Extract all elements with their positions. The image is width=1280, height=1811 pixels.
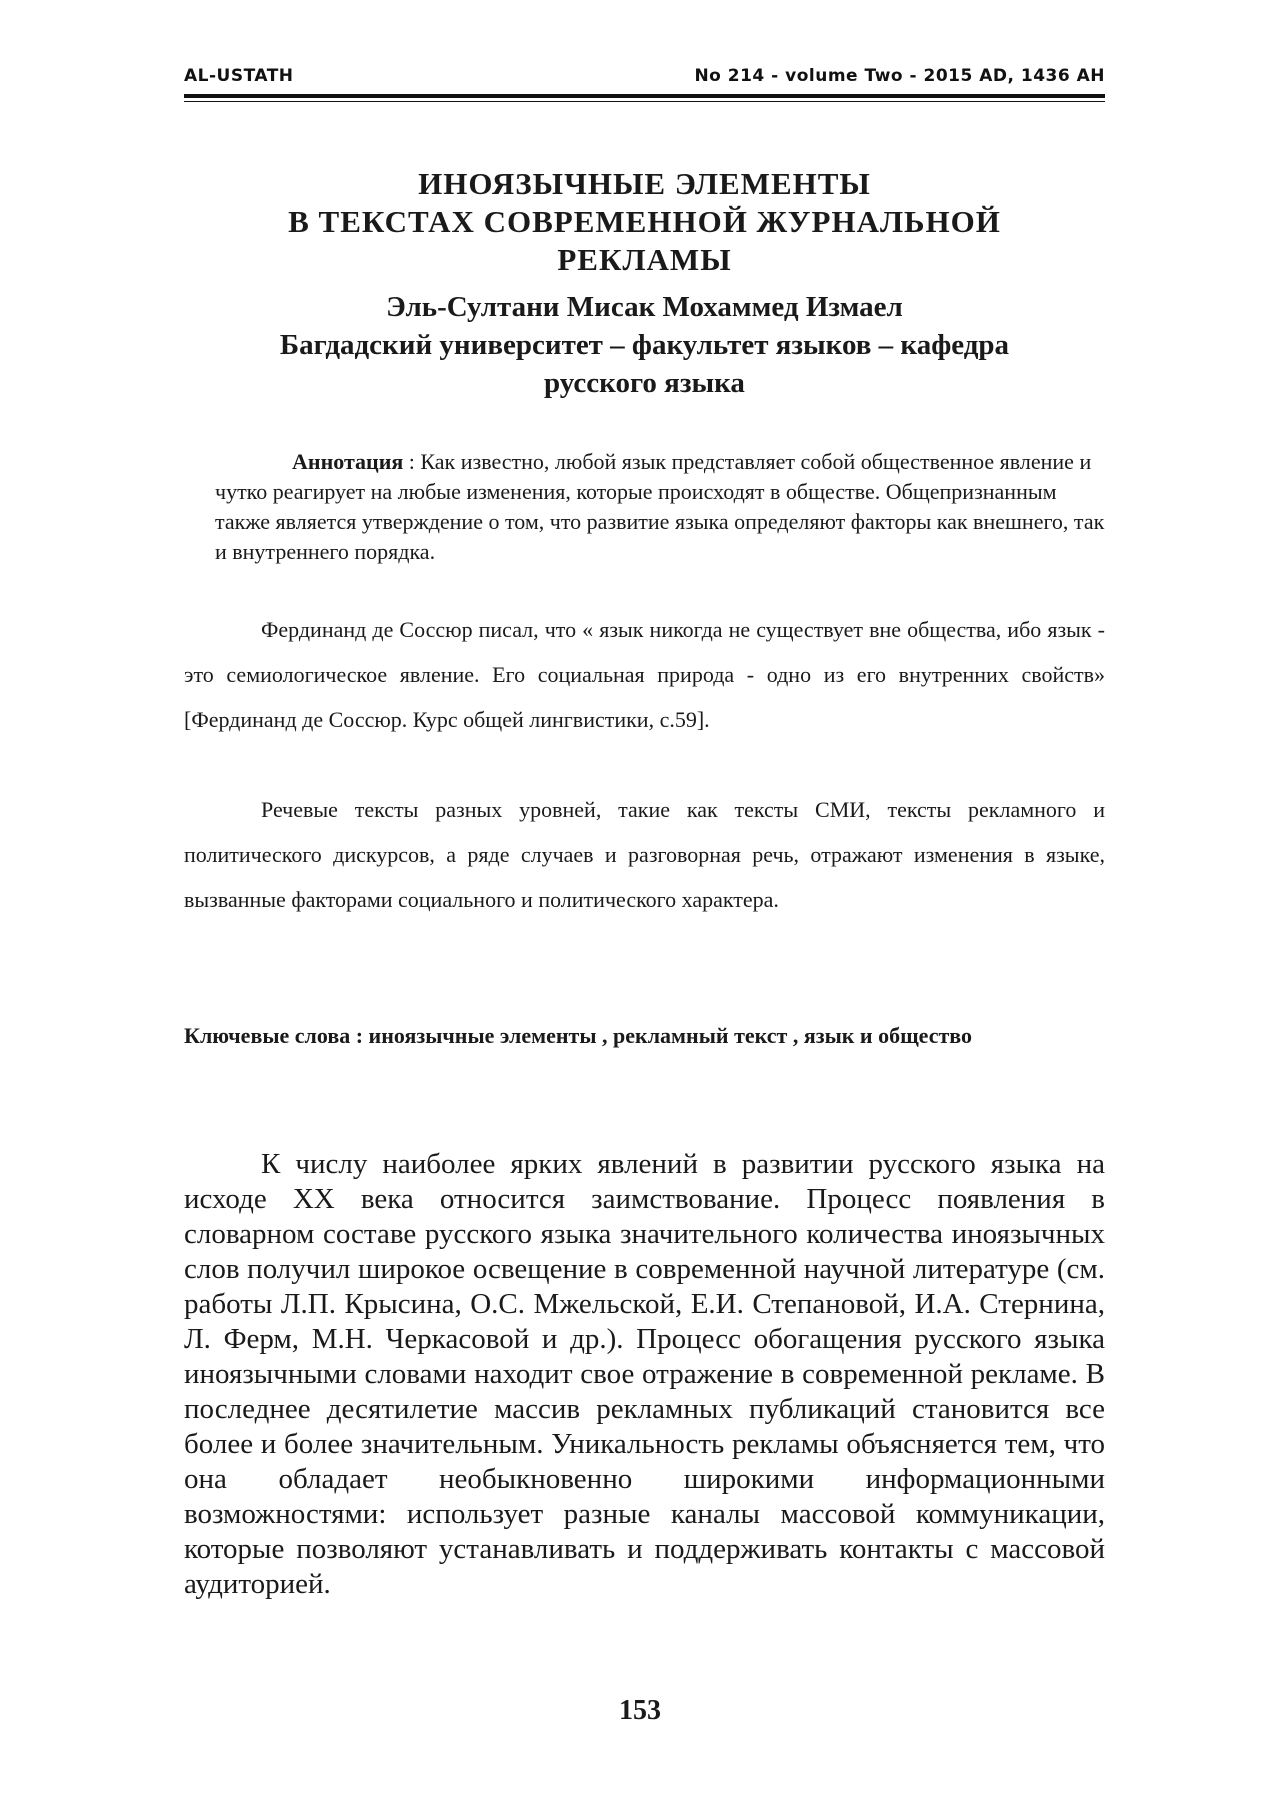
title-line-2: В ТЕКСТАХ СОВРЕМЕННОЙ ЖУРНАЛЬНОЙ [288, 204, 1001, 239]
abstract-text: : Как известно, любой язык представляет собой общественное явление и чутко реагирует на любые изменения, которые происходят в обществе. Общепризнанным также является утверждение о том, что развитие языка определяют факторы как внешнего, так и внутреннего порядка. [215, 449, 1105, 564]
main-text [184, 1147, 1105, 1602]
abstract [215, 447, 1105, 567]
journal-name: AL-USTATH [184, 66, 294, 86]
author-block [184, 288, 1105, 402]
paragraph-saussure: Фердинанд де Соссюр писал, что « язык никогда не существует вне общества, ибо язык - это семиологическое явление. Его социальная природа - одно из его внутренних свойств» [Фердинанд де Соссюр. Курс общей лингвистики, с.59]. [184, 617, 1105, 732]
header-rule-thin [184, 101, 1105, 102]
issue-info: No 214 - volume Two - 2015 AD, 1436 AH [694, 66, 1105, 86]
main-paragraph: К числу наиболее ярких явлений в развитии русского языка на исходе XX века относится заимствование. Процесс появления в словарном составе русского языка значительного количества иноязычных слов получил широкое освещение в современной научной литературе (см. работы Л.П. Крысина, О.С. Мжельской, Е.И. Степановой, И.А. Стернина, Л. Ферм, М.Н. Черкасовой и др.). Процесс обогащения русского языка иноязычными словами находит свое отражение в современной рекламе. В последнее десятилетие массив рекламных публикаций становится все более и более значительным. Уникальность рекламы объясняется тем, что она обладает необыкновенно широкими информационными возможностями: использует разные каналы массовой коммуникации, которые позволяют устанавливать и поддерживать контакты с массовой аудиторией. [184, 1148, 1105, 1600]
body-paragraph-1 [184, 607, 1105, 742]
author-name: Эль-Султани Мисак Мохаммед Измаел [386, 291, 903, 323]
article-title [184, 165, 1105, 279]
header-rule-thick [184, 94, 1105, 98]
affiliation-line-2: русского языка [544, 367, 745, 399]
paragraph-speech-texts: Речевые тексты разных уровней, такие как тексты СМИ, тексты рекламного и политического дискурсов, а ряде случаев и разговорная речь, отражают изменения в языке, вызванные факторами социального и политического характера. [184, 797, 1105, 912]
abstract-label: Аннотация [292, 449, 404, 474]
page-number: 153 [619, 1695, 661, 1726]
body-paragraph-2 [184, 787, 1105, 922]
title-line-1: ИНОЯЗЫЧНЫЕ ЭЛЕМЕНТЫ [418, 166, 871, 201]
title-line-3: РЕКЛАМЫ [557, 242, 732, 277]
affiliation-line-1: Багдадский университет – факультет языков – кафедра [279, 329, 1010, 361]
keywords: Ключевые слова : иноязычные элементы , рекламный текст , язык и общество [184, 1023, 973, 1048]
